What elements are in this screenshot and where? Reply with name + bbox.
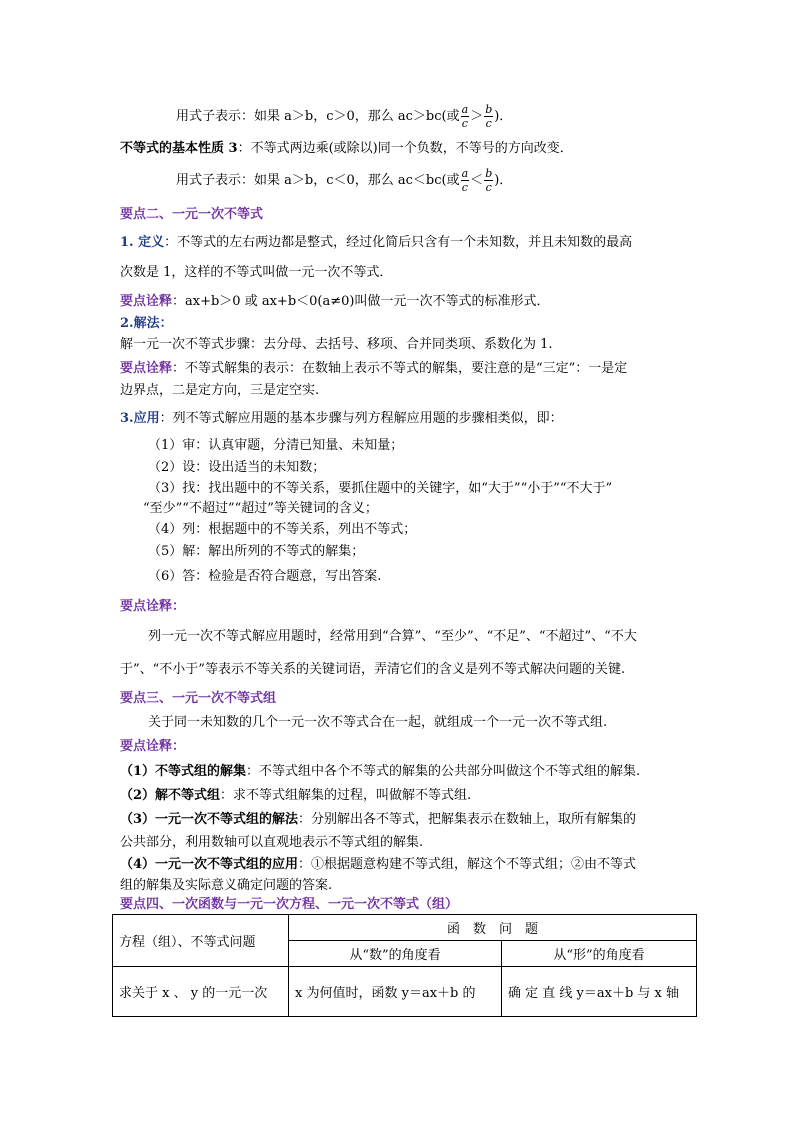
note-keywords-line-1: 列一元一次不等式解应用题时，经常用到“合算”、“至少”、“不足”、“不超过”、“不大 [148,629,637,644]
table-cell-number-view: x 为何值时，函数 y＝ax＋b 的 [289,967,502,1017]
system-item-4-continued: 组的解集及实际意义确定问题的答案. [120,878,333,893]
definition-line-1 [120,234,632,252]
fraction-numerator: b [485,103,493,116]
application-text: ：列不等式解应用题的基本步骤与列方程解应用题的步骤相类似，即： [159,411,563,426]
system-item-3 [120,811,636,829]
property-label: 不等式的基本性质 3 [120,141,238,156]
item-text: ：求不等式组解集的过程，叫做解不等式组. [220,788,472,803]
step-4: （4）列：根据题中的不等关系，列出不等式； [148,522,417,537]
table-header-left: 方程（组）、不等式问题 [113,915,289,967]
property-3 [120,140,573,158]
method-steps: 解一元一次不等式步骤：去分母、去括号、移项、合并同类项、系数化为 1. [120,337,553,352]
application-label: 3.应用 [120,411,160,426]
fraction-b-over-c [484,167,493,194]
note-label: 要点诠释 [120,294,173,309]
item-label: （1）不等式组的解集 [120,764,247,779]
formula-text: 用式子表示：如果 a＞b，c＜0，那么 ac＜bc(或 [176,173,460,188]
table-cell-shape-view: 确 定 直 线 y＝ax＋b 与 x 轴 [502,967,697,1017]
section-3-heading: 要点三、一元一次不等式组 [120,691,277,706]
step-5: （5）解：解出所列的不等式的解集； [148,544,365,559]
item-text: ：分别解出各不等式，把解集表示在数轴上，取所有解集的 [298,812,637,827]
table-header-number-view: 从“数”的角度看 [289,941,502,967]
system-item-2 [120,787,471,805]
fraction-a-over-c [461,167,470,194]
property-2-formula [176,103,512,130]
step-3: （3）找：找出题中的不等关系，要抓住题中的关键字，如“大于”“小于”“不大于” [148,481,613,496]
fraction-b-over-c [484,103,493,130]
property-3-formula [176,167,512,194]
note-label: 要点诠释 [120,361,173,376]
note-solution-set-line-1 [120,360,627,378]
inequality-sign: ＞ [470,109,484,124]
system-item-3-continued: 公共部分，利用数轴可以直观地表示不等式组的解集. [120,835,424,850]
fraction-denominator: c [485,181,492,194]
step-3-continued: “至少”“不超过”“超过”等关键词的含义； [143,501,378,516]
formula-suffix: )． [494,173,513,188]
application-heading [120,410,563,428]
note-text: ：不等式解集的表示：在数轴上表示不等式的解集，要注意的是“三定”：一是定 [172,361,628,376]
fraction-numerator: a [461,103,469,116]
definition-line-2: 次数是 1，这样的不等式叫做一元一次不等式． [120,265,393,280]
fraction-a-over-c [461,103,470,130]
note-standard-form [120,293,549,311]
fraction-denominator: c [461,117,468,130]
item-label: （2）解不等式组 [120,788,221,803]
note-system-heading: 要点诠释： [120,739,186,754]
note-keywords-heading: 要点诠释： [120,599,186,614]
table-header-function: 函 数 问 题 [289,915,697,941]
item-label: （3）一元一次不等式组的解法 [120,812,299,827]
section-3-intro: 关于同一未知数的几个一元一次不等式合在一起，就组成一个一元一次不等式组. [148,715,608,730]
formula-text: 用式子表示：如果 a＞b，c＞0，那么 ac＞bc(或 [176,109,460,124]
method-heading: 2.解法： [120,316,173,331]
note-text: ：ax+b＞0 或 ax+b＜0(a≠0)叫做一元一次不等式的标准形式． [172,294,550,309]
item-label: （4）一元一次不等式组的应用 [120,857,299,872]
function-equation-table [112,914,697,1017]
table-cell-left: 求关于 x 、 y 的一元一次 [113,967,289,1017]
inequality-sign: ＜ [470,173,484,188]
property-text: ：不等式两边乘(或除以)同一个负数，不等号的方向改变． [237,141,573,156]
step-1: （1）审：认真审题，分清已知量、未知量； [148,438,404,453]
note-solution-set-line-2: 边界点，二是定方向，三是定空实. [120,383,320,398]
formula-suffix: )． [494,109,513,124]
section-4-heading: 要点四、一次函数与一元一次方程、一元一次不等式（组） [120,897,459,912]
note-keywords-line-2: 于”、“不小于”等表示不等关系的关键词语，弄清它们的含义是列不等式解决问题的关键. [120,662,626,677]
fraction-numerator: b [485,167,493,180]
item-text: ：①根据题意构建不等式组，解这个不等式组；②由不等式 [298,857,637,872]
item-text: ：不等式组中各个不等式的解集的公共部分叫做这个不等式组的解集. [246,764,641,779]
definition-label: 1. 定义 [120,235,165,250]
system-item-4 [120,856,636,874]
definition-text: ：不等式的左右两边都是整式，经过化简后只含有一个未知数，并且未知数的最高 [164,235,633,250]
table-header-shape-view: 从“形”的角度看 [502,941,697,967]
section-2-heading: 要点二、一元一次不等式 [120,207,264,222]
fraction-numerator: a [461,167,469,180]
fraction-denominator: c [461,181,468,194]
system-item-1 [120,763,640,781]
step-2: （2）设：设出适当的未知数； [148,460,326,475]
fraction-denominator: c [485,117,492,130]
step-6: （6）答：检验是否符合题意，写出答案. [148,569,382,584]
